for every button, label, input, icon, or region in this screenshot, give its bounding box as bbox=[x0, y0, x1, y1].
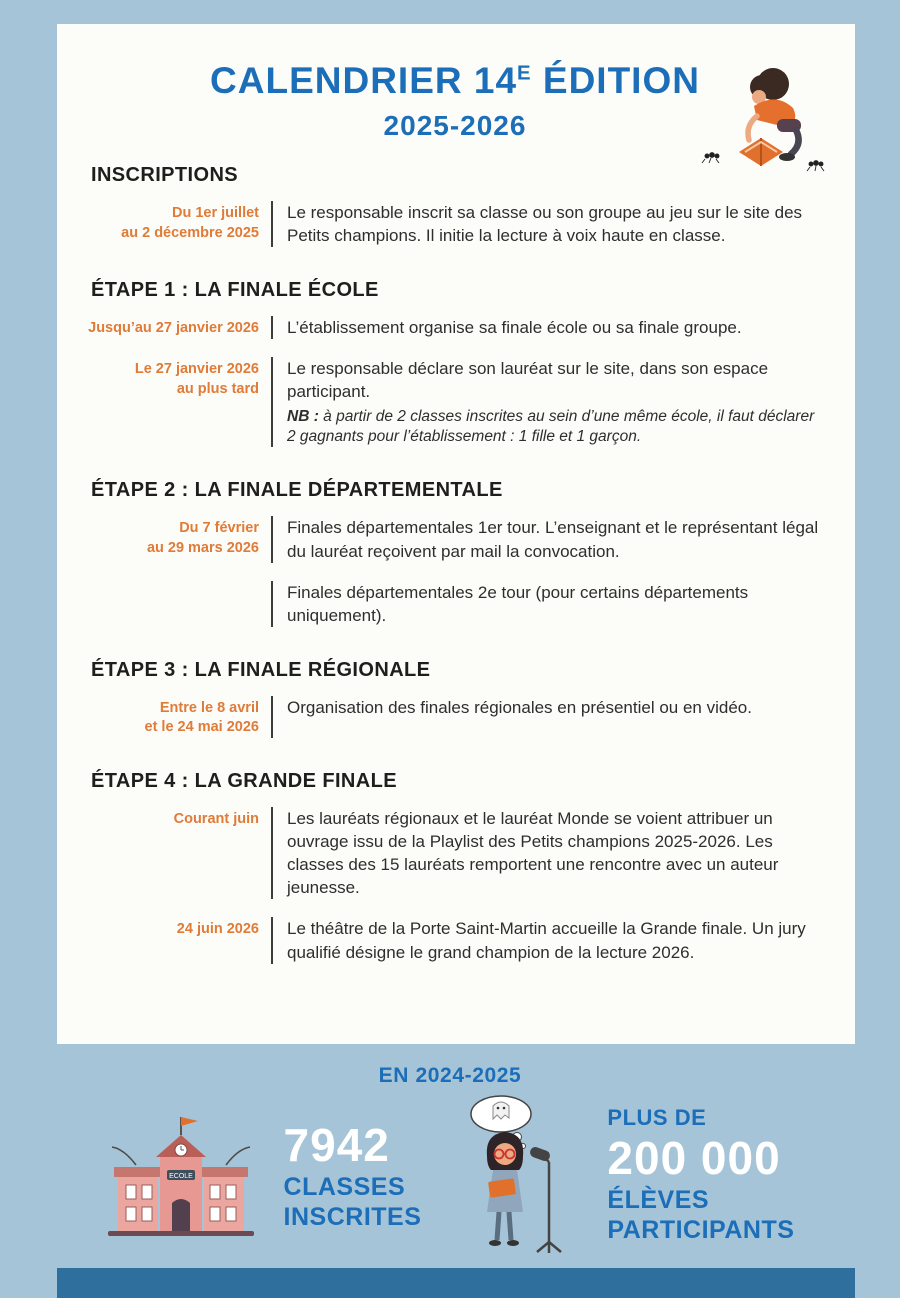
row-description: Finales départementales 1er tour. L’enseignant et le représentant légal du lauréat reçoivent par mail la convocation. bbox=[271, 516, 831, 562]
footer-heading: EN 2024-2025 bbox=[378, 1064, 522, 1087]
title-superscript: E bbox=[517, 62, 532, 85]
school-building-illustration bbox=[106, 1107, 256, 1242]
row-description: Finales départementales 2e tour (pour certains départements uniquement). bbox=[271, 581, 831, 627]
schedule-row bbox=[79, 201, 831, 247]
calendar-content bbox=[79, 164, 831, 964]
section-heading-etape-4: ÉTAPE 4 : LA GRANDE FINALE bbox=[91, 770, 397, 793]
title-main: CALENDRIER 14 bbox=[210, 60, 518, 101]
bottom-bar bbox=[57, 1268, 855, 1298]
row-description: Le théâtre de la Porte Saint-Martin accueille la Grande finale. Un jury qualifié désigne le grand champion de la lecture 2026. bbox=[271, 917, 831, 963]
date-label: Jusqu’au 27 janvier 2026 bbox=[88, 320, 259, 337]
section-heading-etape-3: ÉTAPE 3 : LA FINALE RÉGIONALE bbox=[91, 658, 431, 681]
schedule-row bbox=[79, 807, 831, 899]
date-label: Le 27 janvier 2026 au plus tard bbox=[134, 361, 259, 397]
school-sign-text: ECOLE bbox=[168, 1173, 193, 1180]
section-heading-etape-1: ÉTAPE 1 : LA FINALE ÉCOLE bbox=[91, 279, 379, 302]
row-description: L’établissement organise sa finale école ou sa finale groupe. bbox=[271, 316, 831, 339]
row-note: NB : à partir de 2 classes inscrites au sein d’une même école, il faut déclarer 2 gagnants pour l’établissement : 1 fille et 1 garçon. bbox=[287, 407, 815, 445]
stat-eleves: PLUS DE 200 000 ÉLÈVES PARTICIPANTS bbox=[607, 1104, 795, 1244]
date-label bbox=[79, 581, 271, 627]
row-description: Le responsable déclare son lauréat sur le site, dans son espace participant. NB : à partir de 2 classes inscrites au sein d’une même école, il faut déclarer 2 gagnants pour l’établissement : 1 fille et 1 garçon. bbox=[271, 357, 831, 447]
ants-left-icon bbox=[702, 153, 719, 163]
page-subtitle: 2025-2026 bbox=[383, 110, 527, 141]
row-description: Le responsable inscrit sa classe ou son groupe au jeu sur le site des Petits champions. Il initie la lecture à voix haute en classe. bbox=[271, 201, 831, 247]
date-label: Du 1er juillet au 2 décembre 2025 bbox=[121, 205, 259, 241]
title-tail: ÉDITION bbox=[531, 60, 700, 101]
row-description: Les lauréats régionaux et le lauréat Monde se voient attribuer un ouvrage issu de la Playlist des Petits champions 2025-2026. Les classes des 15 lauréats remportent une rencontre avec un auteur jeunesse. bbox=[271, 807, 831, 899]
eleves-count: 200 000 bbox=[607, 1131, 781, 1184]
date-label: 24 juin 2026 bbox=[176, 921, 259, 938]
stat-classes: 7942 CLASSES INSCRITES bbox=[283, 1118, 422, 1231]
section-heading-inscriptions: INSCRIPTIONS bbox=[91, 164, 239, 186]
schedule-row bbox=[79, 917, 831, 963]
ants-right-icon bbox=[807, 161, 824, 171]
child-reading-illustration bbox=[699, 64, 831, 176]
schedule-row bbox=[79, 316, 831, 339]
date-label: Courant juin bbox=[173, 811, 259, 828]
date-label: Entre le 8 avril et le 24 mai 2026 bbox=[144, 699, 259, 736]
stats-row bbox=[0, 1092, 900, 1257]
schedule-row bbox=[79, 581, 831, 627]
girl-reading-mic-illustration bbox=[449, 1092, 579, 1257]
schedule-row bbox=[79, 516, 831, 562]
row-description: Organisation des finales régionales en présentiel ou en vidéo. bbox=[271, 696, 831, 738]
section-heading-etape-2: ÉTAPE 2 : LA FINALE DÉPARTEMENTALE bbox=[91, 479, 503, 502]
microphone-stand-icon bbox=[531, 1147, 562, 1253]
schedule-row bbox=[79, 696, 831, 738]
calendar-sheet bbox=[57, 24, 855, 1044]
classes-count: 7942 bbox=[283, 1118, 390, 1171]
reading-child-figure bbox=[739, 68, 801, 166]
date-label: Du 7 février au 29 mars 2026 bbox=[146, 520, 259, 557]
girl-figure bbox=[487, 1132, 523, 1246]
schedule-row bbox=[79, 357, 831, 447]
